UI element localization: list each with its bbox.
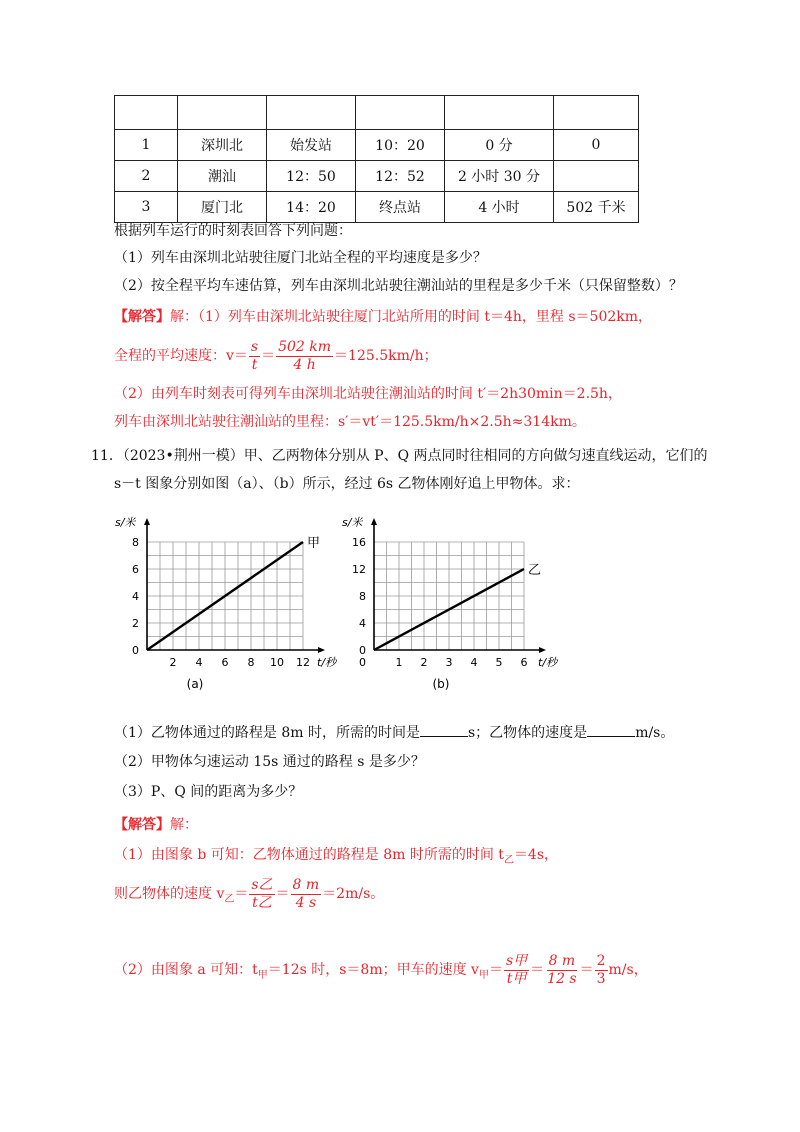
sub-question-text: s；乙物体的速度是 — [468, 725, 588, 741]
table-cell: 2 — [115, 161, 178, 192]
table-cell: 0 分 — [445, 130, 554, 161]
y-tick-label: 12 — [352, 563, 366, 576]
table-row — [115, 130, 639, 161]
answer-text: ＝4s， — [513, 847, 559, 863]
formula-result: ＝2m/s。 — [322, 886, 385, 902]
fraction — [504, 953, 529, 988]
x-tick-label: 6 — [520, 656, 528, 669]
q10-question-2: （2）按全程平均车速估算，列车由深圳北站驶往潮汕站的里程是多少千米（只保留整数）？ — [114, 278, 683, 294]
q10-question-1: （1）列车由深圳北站驶往厦门北站全程的平均速度是多少？ — [114, 250, 487, 266]
subscript: 乙 — [224, 893, 235, 905]
x-axis-label: t/秒 — [538, 656, 558, 669]
fraction-numerator: 8 m — [548, 952, 576, 969]
x-tick-label: 6 — [221, 656, 229, 669]
table-cell — [178, 96, 267, 130]
fraction — [249, 877, 274, 912]
y-tick-label: 2 — [132, 617, 139, 630]
table-cell — [356, 96, 445, 130]
table-cell — [554, 96, 639, 130]
y-axis-label: s/米 — [115, 516, 136, 529]
table-cell: 始发站 — [267, 130, 356, 161]
fraction-numerator: 502 km — [278, 338, 332, 355]
y-tick-label: 8 — [132, 536, 139, 549]
sub-question-text: m/s。 — [635, 725, 675, 741]
table-cell: 2 小时 30 分 — [445, 161, 554, 192]
table-cell — [267, 96, 356, 130]
table-cell: 4 小时 — [445, 192, 554, 223]
fraction — [595, 953, 608, 988]
equals-sign: ＝ — [261, 348, 276, 364]
table-cell: 潮汕 — [178, 161, 267, 192]
equals-sign: ＝ — [530, 962, 545, 978]
fraction-denominator: t — [251, 356, 258, 373]
fraction-denominator: 4 s — [295, 894, 317, 911]
q10-answer-line-1 — [114, 307, 652, 327]
answer-tag: 【解答】 — [114, 309, 170, 325]
table-row — [115, 192, 639, 223]
chart-a — [100, 500, 340, 700]
fraction — [545, 953, 578, 988]
x-tick-label: 4 — [470, 656, 478, 669]
fraction — [291, 877, 322, 912]
x-tick-label: 5 — [495, 656, 503, 669]
answer-text: ＝12s 时，s＝8m；甲车的速度 v — [267, 962, 479, 978]
y-axis-arrow — [371, 518, 377, 525]
table-cell: 终点站 — [356, 192, 445, 223]
formula-prefix: 则乙物体的速度 v — [114, 886, 225, 902]
y-tick-label: 0 — [359, 644, 366, 657]
q11-speed-formula-b — [114, 876, 384, 918]
subscript: 乙 — [503, 854, 514, 866]
series-label: 乙 — [528, 563, 542, 578]
fraction-denominator: 12 s — [547, 970, 577, 987]
table-cell: 12：50 — [267, 161, 356, 192]
table-cell: 厦门北 — [178, 192, 267, 223]
table-cell: 3 — [115, 192, 178, 223]
origin-label: 0 — [359, 656, 366, 669]
x-tick-label: 1 — [395, 656, 403, 669]
fraction-numerator: s乙 — [251, 876, 273, 893]
equals-sign: ＝ — [488, 962, 503, 978]
equals-sign: ＝ — [579, 962, 594, 978]
x-tick-label: 12 — [296, 656, 310, 669]
equals-sign: ＝ — [234, 886, 249, 902]
x-tick-label: 2 — [169, 656, 177, 669]
table-cell — [115, 96, 178, 130]
y-axis-arrow — [144, 518, 150, 525]
table-cell: 10：20 — [356, 130, 445, 161]
q11-answer-line-3 — [114, 952, 648, 994]
fraction — [276, 339, 333, 374]
q10-answer-line-3: 列车由深圳北站驶往潮汕站的里程：s′＝vt′＝125.5km/h×2.5h≈314km。 — [114, 414, 586, 430]
fraction-numerator: s甲 — [505, 952, 528, 969]
formula-prefix: 全程的平均速度：v＝ — [114, 348, 248, 364]
answer-blank[interactable] — [587, 722, 635, 737]
table-cell: 深圳北 — [178, 130, 267, 161]
x-tick-label: 3 — [445, 656, 453, 669]
table-cell: 1 — [115, 130, 178, 161]
timetable — [114, 95, 639, 223]
q10-speed-formula — [114, 338, 438, 374]
x-tick-label: 4 — [195, 656, 203, 669]
y-tick-label: 4 — [359, 617, 366, 630]
subscript: 甲 — [257, 969, 268, 981]
fraction-denominator: 4 h — [293, 356, 316, 373]
formula-result: ＝125.5km/h； — [334, 348, 438, 364]
answer-blank[interactable] — [420, 722, 468, 737]
q11-stem-line-1: 11．（2023•荆州一模）甲、乙两物体分别从 P、Q 两点同时往相同的方向做匀速直线运动，它们的 — [91, 448, 708, 464]
sub-question-text: （1）乙物体通过的路程是 8m 时，所需的时间是 — [114, 725, 420, 741]
table-row — [115, 161, 639, 192]
table-cell: 0 — [554, 130, 639, 161]
fraction-numerator: 8 m — [292, 876, 320, 893]
fraction — [249, 339, 260, 374]
q11-answer-heading — [114, 815, 198, 835]
q10-answer-line-2: （2）由列车时刻表可得列车由深圳北站驶往潮汕站的时间 t′＝2h30min＝2.5h， — [114, 386, 622, 402]
x-tick-label: 10 — [270, 656, 284, 669]
y-tick-label: 4 — [132, 590, 139, 603]
answer-text: m/s， — [608, 962, 648, 978]
table-cell — [445, 96, 554, 130]
table-cell: 12：52 — [356, 161, 445, 192]
chart-b — [330, 500, 570, 700]
chart-caption: (a) — [186, 677, 204, 691]
x-tick-label: 2 — [420, 656, 428, 669]
q11-sub-question-1 — [114, 722, 674, 743]
q11-answer-line-1 — [114, 845, 558, 871]
y-tick-label: 6 — [132, 563, 139, 576]
fraction-numerator: s — [250, 338, 259, 355]
chart-caption: (b) — [432, 677, 450, 691]
y-tick-label: 8 — [359, 590, 366, 603]
answer-text: 解： — [170, 817, 198, 833]
table-cell: 14：20 — [267, 192, 356, 223]
q11-stem-line-2: s－t 图象分别如图（a）、（b）所示，经过 6s 乙物体刚好追上甲物体。求： — [114, 476, 580, 492]
answer-text: （2）由图象 a 可知：t — [114, 962, 258, 978]
table-cell: 502 千米 — [554, 192, 639, 223]
y-axis-label: s/米 — [342, 516, 363, 529]
table-cell — [554, 161, 639, 192]
subscript: 甲 — [478, 969, 489, 981]
x-axis-arrow — [318, 647, 325, 653]
q10-intro: 根据列车运行的时刻表回答下列问题： — [114, 223, 352, 239]
series-label: 甲 — [307, 536, 321, 551]
fraction-denominator: t乙 — [252, 894, 272, 911]
table-row — [115, 96, 639, 130]
answer-tag: 【解答】 — [114, 817, 170, 833]
fraction-denominator: t甲 — [506, 970, 527, 987]
x-axis-label: t/秒 — [317, 656, 337, 669]
fraction-numerator: 2 — [596, 952, 606, 969]
answer-text: （1）由图象 b 可知：乙物体通过的路程是 8m 时所需的时间 t — [114, 847, 504, 863]
q11-sub-question-2: （2）甲物体匀速运动 15s 通过的路程 s 是多少？ — [114, 754, 425, 770]
equals-sign: ＝ — [275, 886, 290, 902]
x-axis-arrow — [539, 647, 546, 653]
answer-text: 解：（1）列车由深圳北站驶往厦门北站所用的时间 t＝4h，里程 s＝502km， — [170, 309, 653, 325]
fraction-denominator: 3 — [596, 970, 606, 987]
y-tick-label: 16 — [352, 536, 366, 549]
x-tick-label: 8 — [247, 656, 255, 669]
y-tick-label: 0 — [132, 644, 139, 657]
q11-sub-question-3: （3）P、Q 间的距离为多少？ — [114, 784, 303, 800]
